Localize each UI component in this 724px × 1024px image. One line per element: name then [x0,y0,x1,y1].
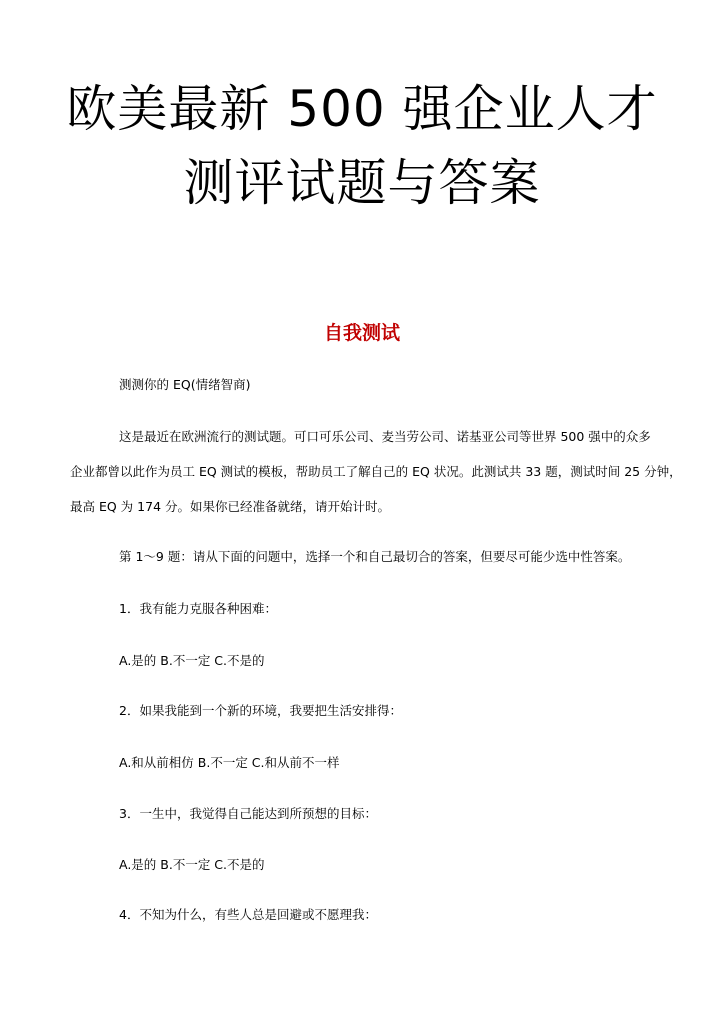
question-1-options: A.是的 B.不一定 C.不是的 [119,653,265,668]
question-2-options: A.和从前相仿 B.不一定 C.和从前不一样 [119,755,340,770]
question-4: 4．不知为什么，有些人总是回避或不愿理我： [119,907,377,922]
question-3: 3．一生中，我觉得自己能达到所预想的目标： [119,806,377,821]
question-3-options: A.是的 B.不一定 C.不是的 [119,857,265,872]
document-title-line-1: 欧美最新 500 强企业人才 [66,80,658,138]
intro-line-1: 这是最近在欧洲流行的测试题。可口可乐公司、麦当劳公司、诺基亚公司等世界 500 强中的众多 [119,429,651,444]
document-title-line-2: 测评试题与答案 [183,154,541,212]
intro-line-3: 最高 EQ 为 174 分。如果你已经准备就绪，请开始计时。 [70,499,390,514]
intro-line-2: 企业都曾以此作为员工 EQ 测试的模板，帮助员工了解自己的 EQ 状况。此测试共 33 题，测试时间 25 分钟， [70,464,682,479]
section-heading: 自我测试 [323,322,400,344]
instructions: 第 1～9 题：请从下面的问题中，选择一个和自己最切合的答案，但要尽可能少选中性答案。 [119,549,631,564]
question-2: 2．如果我能到一个新的环境，我要把生活安排得： [119,703,402,718]
subtitle: 测测你的 EQ(情绪智商) [119,377,251,392]
question-1: 1．我有能力克服各种困难： [119,601,277,616]
